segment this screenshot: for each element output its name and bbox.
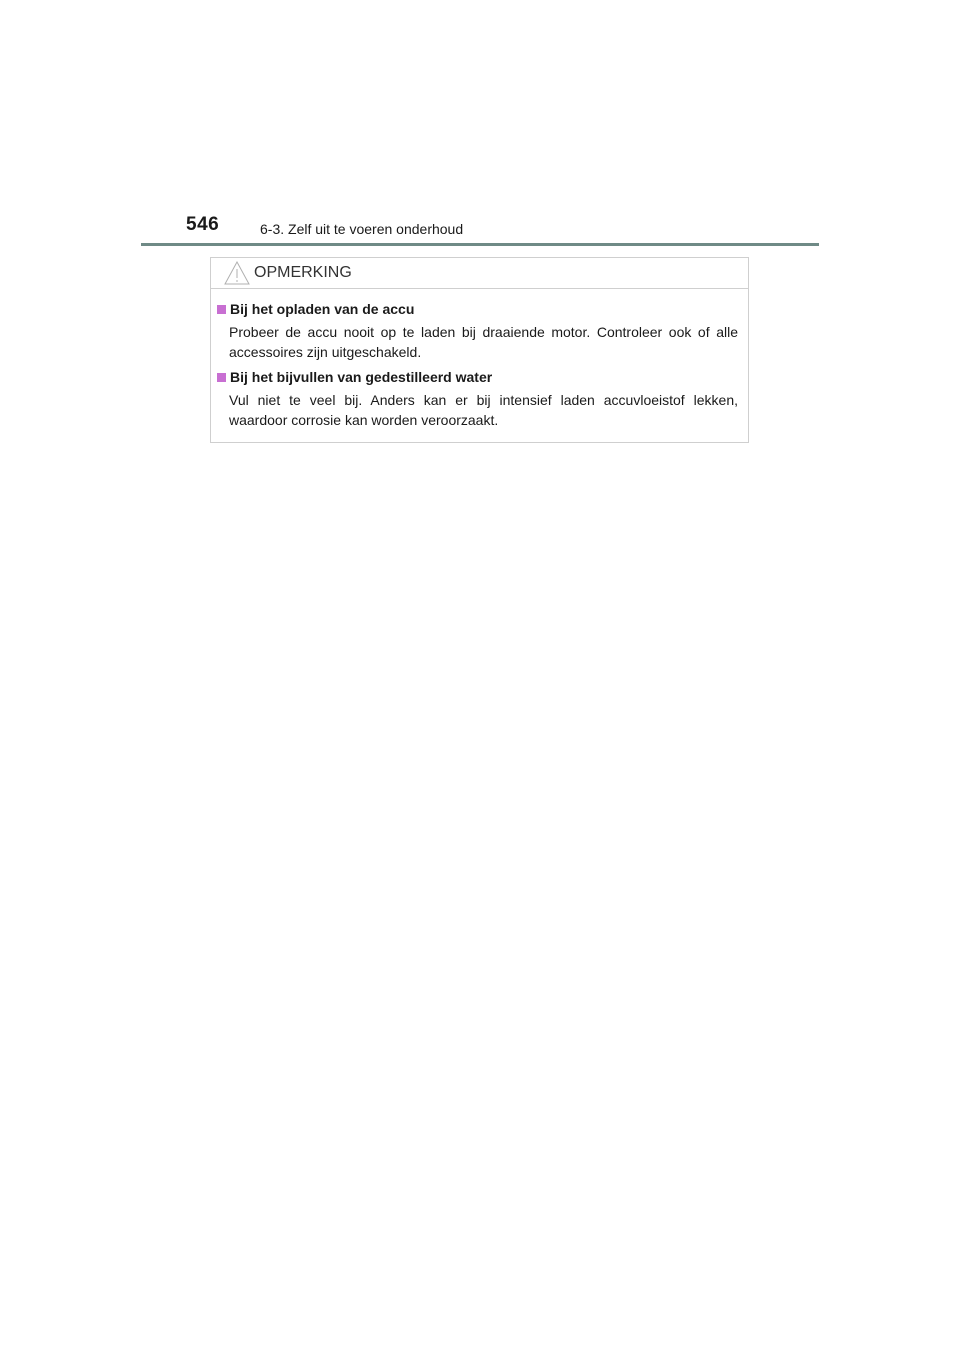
page-number: 546	[186, 214, 220, 235]
header-rule	[141, 243, 819, 246]
warning-triangle-icon	[224, 261, 250, 285]
notice-item-heading	[217, 369, 738, 385]
notice-item-body: Vul niet te veel bij. Anders kan er bij intensief laden accuvloeistof lekken, waardoor corrosie kan worden veroorzaakt.	[229, 392, 738, 428]
notice-item-body: Probeer de accu nooit op te laden bij draaiende motor. Controleer ook of alle accessoires zijn uitgeschakeld.	[229, 324, 738, 360]
notice-item-title: Bij het bijvullen van gedestilleerd water	[230, 369, 493, 385]
notice-label: OPMERKING	[254, 264, 352, 281]
notice-item	[217, 301, 738, 362]
bullet-square-icon	[217, 373, 226, 382]
notice-item	[217, 369, 738, 430]
section-title: 6-3. Zelf uit te voeren onderhoud	[260, 221, 464, 237]
notice-header	[211, 258, 748, 289]
bullet-square-icon	[217, 305, 226, 314]
notice-box	[210, 257, 749, 443]
notice-item-heading	[217, 301, 738, 317]
notice-item-title: Bij het opladen van de accu	[230, 301, 415, 317]
